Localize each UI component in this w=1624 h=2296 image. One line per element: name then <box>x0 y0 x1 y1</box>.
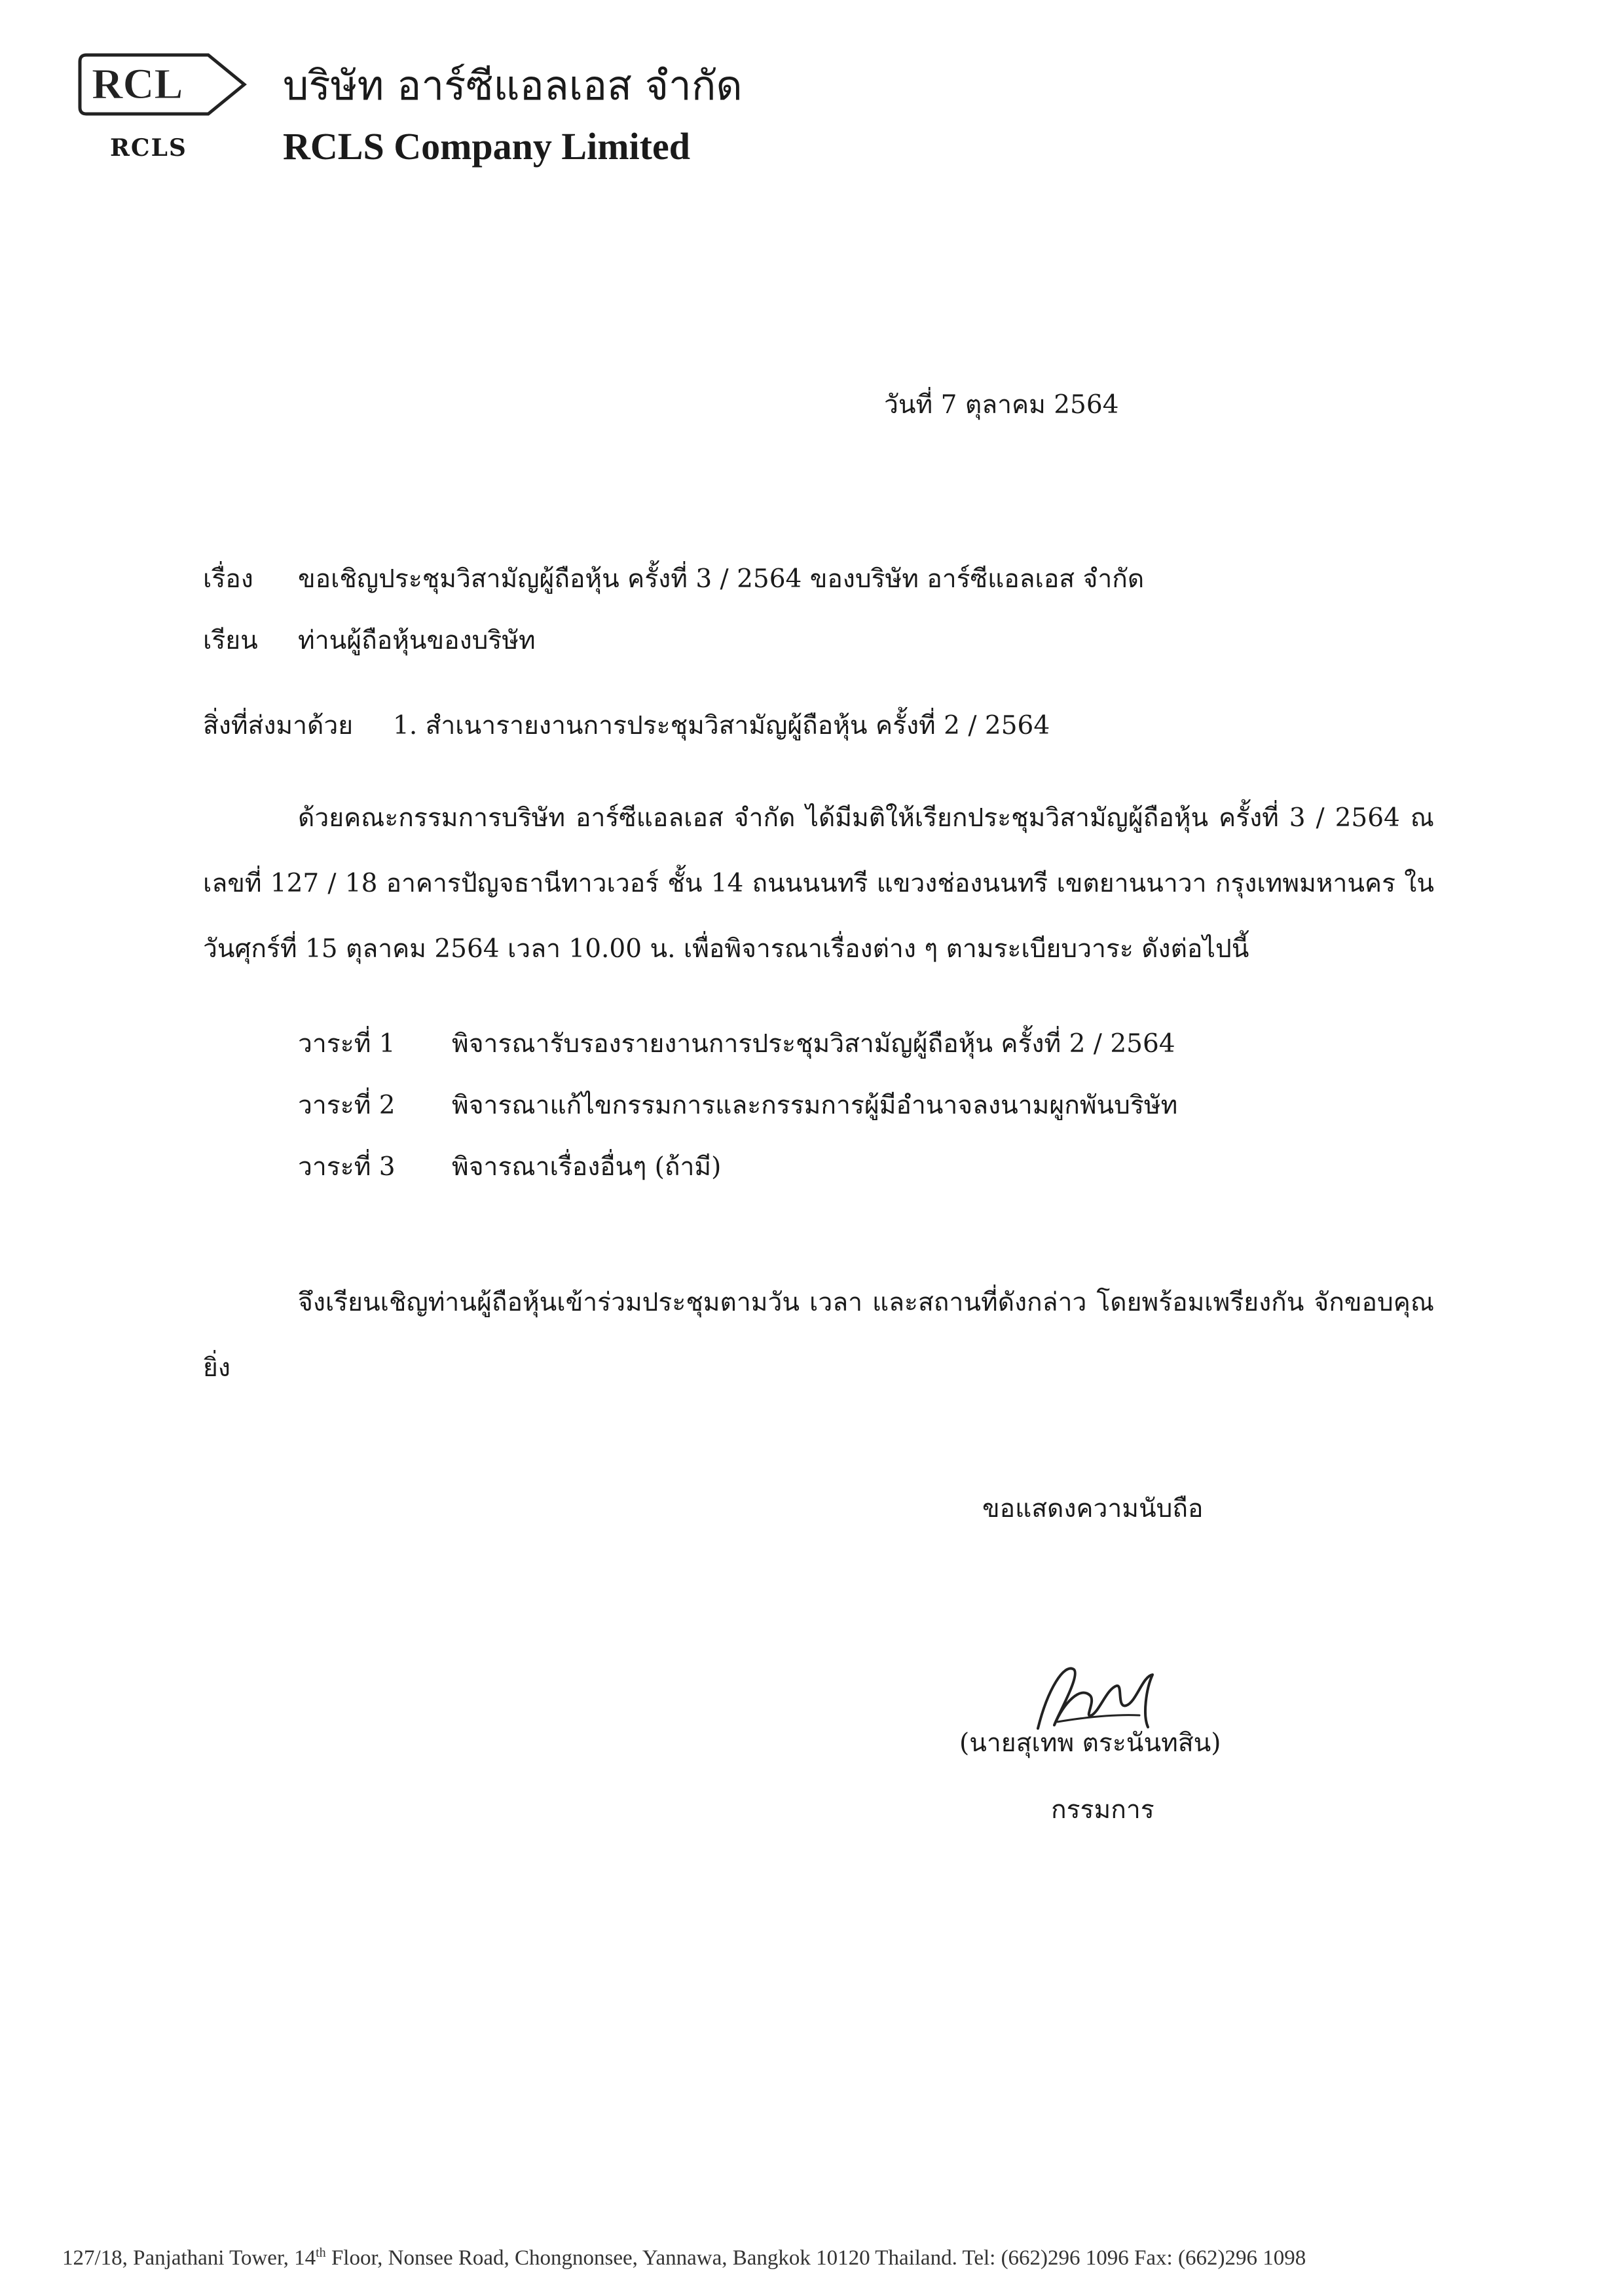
signer-title: กรรมการ <box>1051 1795 1154 1825</box>
agenda-item-text: พิจารณาเรื่องอื่นๆ (ถ้ามี) <box>452 1152 722 1182</box>
company-name-thai: บริษัท อาร์ซีแอลเอส จำกัด <box>283 62 743 109</box>
closing-salutation: ขอแสดงความนับถือ <box>982 1494 1204 1523</box>
footer-address-sup: th <box>316 2246 326 2260</box>
company-name-english: RCLS Company Limited <box>283 125 690 168</box>
body-paragraph-invitation: ด้วยคณะกรรมการบริษัท อาร์ซีแอลเอส จำกัด ได้มีมติให้เรียกประชุมวิสามัญผู้ถือหุ้น ครั้งที่ 3 / 2564 ณ เลขที่ 127 / 18 อาคารปัญจธานีทาวเวอร์ ชั้น 14 ถนนนนทรี แขวงช่องนนทรี เขตยานนาวา กรุงเทพมหานคร ในวันศุกร์ที่ 15 ตุลาคม 2564 เวลา 10.00 น. เพื่อพิจารณาเรื่องต่าง ๆ ตามระเบียบวาระ ดังต่อไปนี้ <box>203 803 1434 964</box>
agenda-item-text: พิจารณาแก้ไขกรรมการและกรรมการผู้มีอำนาจลงนามผูกพันบริษัท <box>452 1091 1178 1120</box>
subject-text: ขอเชิญประชุมวิสามัญผู้ถือหุ้น ครั้งที่ 3 / 2564 ของบริษัท อาร์ซีแอลเอส จำกัด <box>298 564 1145 594</box>
agenda-item-label: วาระที่ 3 <box>298 1152 396 1182</box>
agenda-item-text: พิจารณารับรองรายงานการประชุมวิสามัญผู้ถือหุ้น ครั้งที่ 2 / 2564 <box>452 1029 1175 1059</box>
signer-name: (นายสุเทพ ตระนันทสิน) <box>959 1728 1221 1758</box>
footer-address <box>62 2246 1306 2270</box>
recipient-label: เรียน <box>203 626 258 655</box>
company-logo <box>77 51 249 118</box>
logo-subtitle: RCLS <box>110 134 187 162</box>
agenda-item-label: วาระที่ 1 <box>298 1029 396 1059</box>
enclosure-label: สิ่งที่ส่งมาด้วย <box>203 711 354 740</box>
footer-address-part: 127/18, Panjathani Tower, 14 <box>62 2246 316 2270</box>
recipient-text: ท่านผู้ถือหุ้นของบริษัท <box>298 626 536 655</box>
subject-label: เรื่อง <box>203 564 253 594</box>
body-paragraph-closing: จึงเรียนเชิญท่านผู้ถือหุ้นเข้าร่วมประชุมตามวัน เวลา และสถานที่ดังกล่าว โดยพร้อมเพรียงกัน จักขอบคุณยิ่ง <box>203 1288 1434 1383</box>
footer-address-part: Floor, Nonsee Road, Chongnonsee, Yannawa, Bangkok 10120 Thailand. Tel: (662)296 1096 Fax: (662)296 1098 <box>325 2246 1306 2270</box>
logo-text: RCL <box>92 60 183 108</box>
letter-date: วันที่ 7 ตุลาคม 2564 <box>884 390 1119 420</box>
enclosure-text: 1. สำเนารายงานการประชุมวิสามัญผู้ถือหุ้น ครั้งที่ 2 / 2564 <box>393 711 1050 740</box>
agenda-item-label: วาระที่ 2 <box>298 1091 396 1120</box>
